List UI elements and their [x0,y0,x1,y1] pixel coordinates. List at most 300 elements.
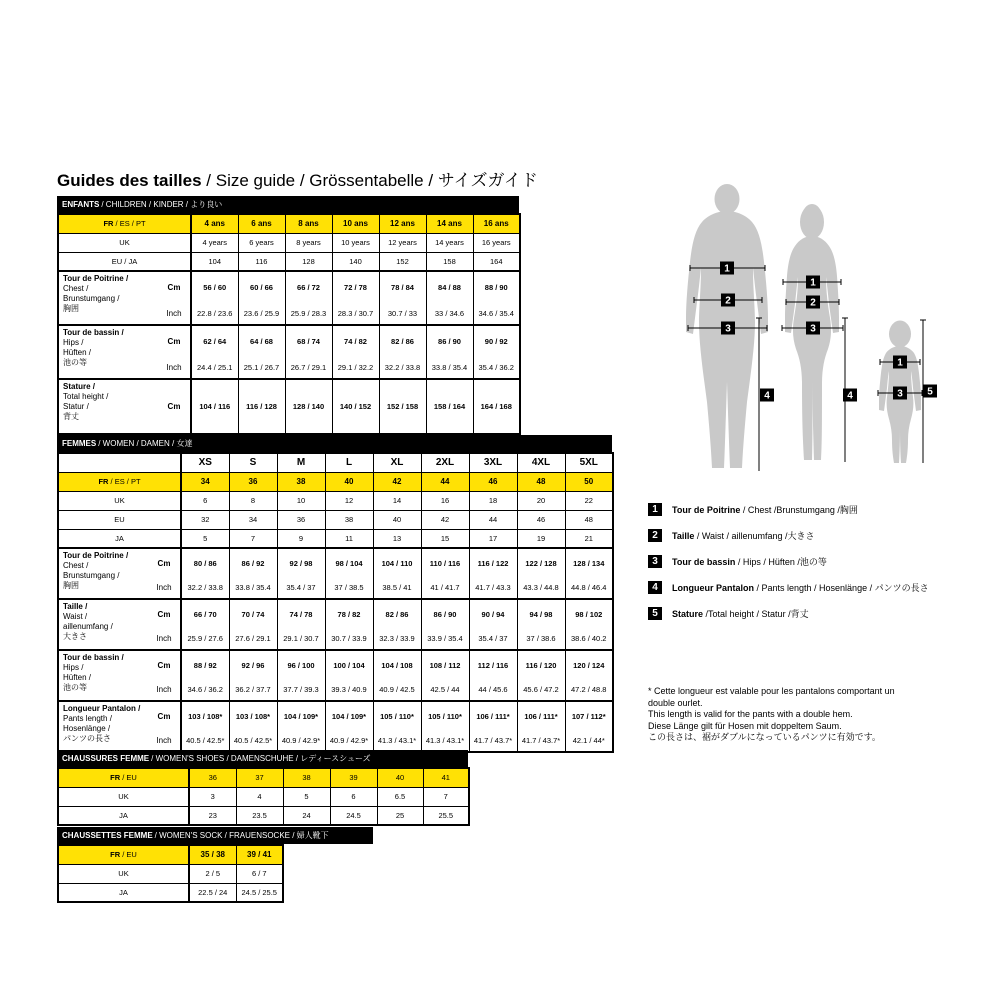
measure-value-cell [285,271,332,325]
size-value-cell: 14 ans [426,214,473,233]
measure-label-line: Total height / [63,392,109,401]
measure-label-line: 池の等 [63,683,87,692]
legend-item [648,581,929,594]
value-cell: 116 [238,252,285,271]
legend-text-rest: / Waist / aillenumfang /大きさ [694,531,815,541]
cm-value: 104 / 108 [381,660,413,670]
size-value-cell: 36 [189,768,236,787]
legend-text-bold: Stature [672,609,704,619]
value-cell: 7 [423,787,469,806]
size-letter-cell: S [229,453,277,472]
measure-value-cell [191,271,238,325]
row-label-rest: / ES / PT [108,477,141,486]
inch-value: 41.3 / 43.1* [425,736,465,745]
measure-value-cell [332,325,379,379]
inch-value: 33.8 / 35.4 [431,362,468,372]
cm-value: 120 / 124 [573,660,605,670]
inch-value: 33.9 / 35.4 [427,634,463,643]
enfants-header-bar [57,196,519,213]
measure-label-lines [59,600,148,649]
measure-label-line: Hips / [63,338,84,347]
measure-value-cell [379,379,426,434]
measure-row [58,379,520,434]
inch-value: 32.2 / 33.8 [187,583,223,592]
measure-label-lines [59,549,148,598]
value-cell: 10 years [332,233,379,252]
unit-inch: Inch [156,634,172,643]
cm-value: 66 / 72 [297,282,320,292]
inch-value: 41.7 / 43.3 [475,583,511,592]
chaussures-header-bar [57,750,468,767]
measure-label-line: aillenumfang / [63,622,113,631]
value-cell: 6 [330,787,377,806]
row-label [58,214,191,233]
page-title [57,166,538,191]
value-cell: 128 [285,252,332,271]
femmes-header-bold: FEMMES [62,439,97,448]
measure-value-cell [565,548,613,599]
cm-value: 107 / 112* [571,711,606,721]
measure-label-line: Longueur Pantalon / [63,704,141,713]
cm-value: 128 / 140 [292,402,325,411]
legend-number-badge: 4 [648,581,662,594]
chaussures-header-bold: CHAUSSURES FEMME [62,754,150,763]
chaussures-header-rest: / WOMEN'S SHOES / DAMENSCHUHE / レディースシューズ [151,754,371,763]
value-cell: 9 [277,529,325,548]
cm-value: 64 / 68 [250,336,273,346]
size-value-cell: 12 ans [379,214,426,233]
section-enfants [57,196,519,435]
unit-inch: Inch [156,736,172,745]
legend-number-badge: 5 [648,607,662,620]
row-label [58,472,181,491]
value-cell: 12 [325,491,373,510]
inch-value: 23.6 / 25.9 [243,308,280,318]
unit-column [158,380,190,433]
femmes-header-bar [57,435,612,452]
inch-value: 25.1 / 26.7 [243,362,280,372]
cm-value: 80 / 86 [193,558,217,568]
legend-number-badge: 1 [648,503,662,516]
inch-value: 30.7 / 33.9 [331,634,367,643]
legend-text-rest: / Chest /Brunstumgang /胸囲 [740,505,858,515]
measure-value-cell [421,701,469,752]
row-label-bold: FR [98,477,109,486]
man-tag-number: 3 [725,323,731,335]
cm-value: 62 / 64 [203,336,227,346]
value-cell: 140 [332,252,379,271]
inch-value: 39.3 / 40.9 [331,685,367,694]
blank-cell [58,453,181,472]
inch-value: 45.6 / 47.2 [523,685,559,694]
inch-value: 40.5 / 42.5* [186,736,225,745]
enfants-header-bold: ENFANTS [62,200,100,209]
measure-row [58,548,613,599]
row-label-rest: / EU [120,773,137,783]
size-value-cell: 34 [181,472,229,491]
measure-value-cell [517,650,565,701]
value-cell: 6 [181,491,229,510]
enfants-table [57,213,521,435]
value-cell: 6.5 [377,787,423,806]
value-cell: 12 years [379,233,426,252]
cm-value: 122 / 128 [525,558,557,568]
row-label: JA [58,529,181,548]
measure-label-lines [59,380,158,433]
value-cell: 4 years [191,233,238,252]
measure-row [58,701,613,752]
value-cell: 158 [426,252,473,271]
legend-text-rest: / Pants length / Hosenlänge / パンツの長さ [754,583,929,593]
unit-cm: Cm [157,558,171,568]
row-label-bold: FR [110,850,121,860]
inch-value: 40.9 / 42.9* [329,736,369,745]
cm-value: 164 / 168 [480,402,512,411]
value-cell: 14 years [426,233,473,252]
legend-item [648,529,929,542]
footnote-line: This length is valid for the pants with a double hem. [648,709,853,719]
cm-value: 110 / 116 [429,558,461,568]
cm-value: 90 / 92 [484,336,508,346]
size-value-cell: 35 / 38 [189,845,236,864]
size-value-cell: 8 ans [285,214,332,233]
row-label: UK [58,787,189,806]
measure-value-cell [565,650,613,701]
value-cell: 24 [283,806,330,825]
legend-text [672,581,929,594]
value-cell: 25 [377,806,423,825]
unit-cm: Cm [157,711,171,721]
inch-value: 33 / 34.6 [434,308,465,318]
measure-value-cell [191,379,238,434]
unit-inch: Inch [166,362,182,372]
footnote-line: Diese Länge gilt für Hosen mit doppeltem Saum. [648,720,842,731]
measure-label-lines [59,651,148,700]
inch-value: 38.6 / 40.2 [571,634,607,643]
child-tag-number: 1 [897,357,903,369]
chaussures-table [57,767,470,826]
legend-text-bold: Tour de bassin [672,557,736,567]
plain-row [58,787,469,806]
measure-value-cell [277,701,325,752]
measure-label-line: Tour de Poitrine / [63,274,129,283]
measure-label-line: パンツの長さ [63,734,111,743]
measure-value-cell [238,325,285,379]
cm-value: 96 / 100 [287,660,315,670]
size-letter-cell: 3XL [469,453,517,472]
femmes-table-mount [57,452,612,753]
value-cell: 8 [229,491,277,510]
legend-text-rest: / Hips / Hüften /池の等 [735,557,827,567]
cm-value: 88 / 90 [484,282,508,292]
size-letter-cell: L [325,453,373,472]
row-label: UK [58,233,191,252]
measure-value-cell [426,379,473,434]
inch-value: 40.5 / 42.5* [233,736,273,745]
cm-value: 90 / 94 [481,609,505,619]
row-label: EU / JA [58,252,191,271]
value-cell: 6 / 7 [236,864,283,883]
row-label: EU [58,510,181,529]
value-cell: 38 [325,510,373,529]
measure-value-cell [277,599,325,650]
measure-label-line: Hüften / [63,673,92,682]
measure-label-cell [58,379,191,434]
inch-value: 25.9 / 27.6 [187,634,223,643]
unit-column [158,272,190,324]
row-label-rest: / ES / PT [113,219,146,229]
measure-value-cell [332,271,379,325]
plain-row [58,806,469,825]
inch-value: 29.1 / 30.7 [283,634,319,643]
inch-value: 34.6 / 36.2 [187,685,223,694]
legend-text-bold: Tour de Poitrine [672,505,741,515]
cm-value: 98 / 102 [575,609,603,619]
measure-label-line: Brunstumgang / [63,294,120,303]
size-value-cell: 38 [283,768,330,787]
cm-value: 82 / 86 [385,609,409,619]
value-cell: 19 [517,529,565,548]
value-cell: 22 [565,491,613,510]
size-value-cell: 4 ans [191,214,238,233]
cm-value: 70 / 74 [241,609,265,619]
measure-row [58,599,613,650]
cm-value: 104 / 116 [199,402,231,411]
cm-value: 116 / 120 [525,660,557,670]
woman-tag-number: 3 [810,323,816,335]
measure-value-cell [277,650,325,701]
value-cell: 8 years [285,233,332,252]
value-cell: 18 [469,491,517,510]
inch-value: 35.4 / 36.2 [478,362,514,372]
measure-label-line: Taille / [63,602,88,611]
inch-value: 41.7 / 43.7* [473,736,513,745]
measure-value-cell [325,650,373,701]
cm-value: 86 / 90 [438,336,461,346]
cm-value: 105 / 110* [428,711,462,721]
value-cell: 40 [373,510,421,529]
row-label-rest: / EU [120,850,137,860]
measure-value-cell [181,599,229,650]
footnote-line: * Cette longueur est valable pour les pantalons comportant un [648,686,895,696]
measure-label-cell [58,271,191,325]
value-cell: 17 [469,529,517,548]
unit-cm: Cm [157,660,171,670]
size-value-cell: 42 [373,472,421,491]
measure-value-cell [181,650,229,701]
size-letter-cell: M [277,453,325,472]
value-cell: 20 [517,491,565,510]
cm-value: 72 / 78 [344,282,367,292]
measure-value-cell [426,325,473,379]
size-value-cell: 10 ans [332,214,379,233]
measure-row [58,650,613,701]
size-value-cell: 36 [229,472,277,491]
measure-label-line: Pants length / [63,714,112,723]
unit-cm: Cm [167,282,181,292]
child-tag-number: 5 [927,386,933,398]
measure-value-cell [332,379,379,434]
plain-row [58,252,520,271]
inch-value: 44 / 45.6 [478,685,508,694]
inch-value: 26.7 / 29.1 [290,362,327,372]
size-value-cell: 39 / 41 [236,845,283,864]
unit-column [148,549,180,598]
chaussettes-header-rest: / WOMEN'S SOCK / FRAUENSOCKE / 婦人靴下 [154,831,329,840]
cm-value: 74 / 78 [289,609,313,619]
inch-value: 37.7 / 39.3 [283,685,319,694]
measure-label-lines [59,272,158,324]
measure-value-cell [373,548,421,599]
inch-value: 29.1 / 32.2 [337,362,374,372]
inch-value: 25.9 / 28.3 [290,308,327,318]
cm-value: 86 / 90 [433,609,457,619]
plain-row [58,883,283,902]
measure-label-line: Tour de Poitrine / [63,551,129,560]
inch-value: 22.8 / 23.6 [197,308,233,318]
inch-value: 41 / 41.7 [430,583,460,592]
fr-size-row [58,768,469,787]
cm-value: 84 / 88 [438,282,461,292]
inch-value: 35.4 / 37 [286,583,316,592]
measure-row [58,271,520,325]
value-cell: 16 years [473,233,520,252]
measure-label-line: Stature / [63,382,96,391]
cm-value: 78 / 82 [337,609,361,619]
measure-value-cell [473,325,520,379]
inch-value: 34.6 / 35.4 [478,308,514,318]
child-tag-number: 3 [897,388,903,400]
measure-label-line: Hips / [63,663,84,672]
value-cell: 5 [181,529,229,548]
cm-value: 112 / 116 [477,660,509,670]
value-cell: 6 years [238,233,285,252]
value-cell: 13 [373,529,421,548]
value-cell: 24.5 [330,806,377,825]
value-cell: 7 [229,529,277,548]
page-title-bold: Guides des tailles [57,171,202,190]
cm-value: 60 / 66 [250,282,273,292]
unit-column [148,600,180,649]
measure-value-cell [421,548,469,599]
cm-value: 106 / 111* [524,711,558,721]
cm-value: 104 / 109* [331,711,367,721]
cm-value: 108 / 112 [429,660,461,670]
inch-value: 33.8 / 35.4 [235,583,271,592]
measure-label-line: Hosenlänge / [63,724,111,733]
measure-label-line: Chest / [63,284,89,293]
enfants-header-rest: / CHILDREN / KINDER / より良い [101,200,223,209]
cm-value: 103 / 108* [235,711,271,721]
legend-item [648,555,929,568]
man-tag-number: 1 [724,263,730,275]
measure-value-cell [238,271,285,325]
section-chaussettes [57,827,373,903]
measure-value-cell [517,701,565,752]
measure-label-cell [58,548,181,599]
inch-value: 32.2 / 33.8 [384,362,421,372]
size-value-cell: 39 [330,768,377,787]
value-cell: 24.5 / 25.5 [236,883,283,902]
measure-value-cell [421,599,469,650]
measure-value-cell [325,599,373,650]
measure-value-cell [325,701,373,752]
size-value-cell: 41 [423,768,469,787]
legend-text-bold: Longueur Pantalon [672,583,754,593]
footnote-line: この長さは、裾がダブルになっているパンツに有効です。 [648,732,881,742]
value-cell: 23 [189,806,236,825]
man-tag-number: 2 [725,295,731,307]
section-chaussures [57,750,468,826]
woman-tag-number: 2 [810,297,816,309]
size-value-cell: 46 [469,472,517,491]
value-cell: 11 [325,529,373,548]
value-cell: 22.5 / 24 [189,883,236,902]
row-label [58,768,189,787]
chaussettes-header-bold: CHAUSSETTES FEMME [62,831,153,840]
legend-text [672,555,827,568]
measure-value-cell [191,325,238,379]
cm-value: 104 / 110 [381,558,413,568]
plain-row [58,864,283,883]
measure-value-cell [379,271,426,325]
measure-value-cell [517,548,565,599]
cm-value: 104 / 109* [283,711,319,721]
measure-label-line: Tour de bassin / [63,653,124,662]
size-value-cell: 44 [421,472,469,491]
inch-value: 32.3 / 33.9 [379,634,415,643]
size-letter-cell: 2XL [421,453,469,472]
value-cell: 104 [191,252,238,271]
size-letter-cell: XL [373,453,421,472]
value-cell: 44 [469,510,517,529]
plain-row [58,529,613,548]
measure-label-line: 大きさ [63,632,87,641]
unit-cm: Cm [167,336,181,346]
unit-cm: Cm [167,402,181,411]
value-cell: 5 [283,787,330,806]
legend [648,503,929,633]
measure-label-line: 胸囲 [63,581,79,590]
measure-value-cell [181,548,229,599]
measure-value-cell [325,548,373,599]
measure-label-line: Brunstumgang / [63,571,120,580]
femmes-header-rest: / WOMEN / DAMEN / 女達 [98,439,193,448]
measure-value-cell [517,599,565,650]
value-cell: 23.5 [236,806,283,825]
cm-value: 78 / 84 [391,282,414,292]
size-letter-cell: XS [181,453,229,472]
cm-value: 140 / 152 [339,402,372,411]
cm-value: 74 / 82 [344,336,367,346]
measure-value-cell [426,271,473,325]
measure-value-cell [229,701,277,752]
unit-inch: Inch [156,583,172,592]
legend-text [672,607,809,620]
woman-tag-number: 1 [810,277,816,289]
enfants-table-mount [57,213,519,435]
cm-value: 105 / 110* [380,711,414,721]
measure-value-cell [469,701,517,752]
inch-value: 40.9 / 42.9* [281,736,321,745]
size-value-cell: 48 [517,472,565,491]
inch-value: 43.3 / 44.8 [523,583,559,592]
plain-row [58,491,613,510]
body-figures [655,172,965,482]
inch-value: 37 / 38.5 [334,583,364,592]
measure-label-line: Statur / [63,402,89,411]
row-label: UK [58,864,189,883]
